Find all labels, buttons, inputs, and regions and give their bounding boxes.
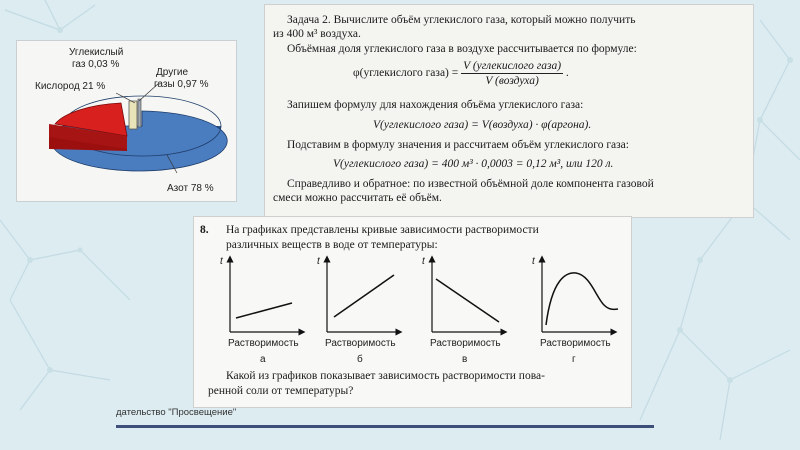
graph-v-axis-x: Растворимость	[430, 338, 501, 349]
formula1-numerator: V (углекислого газа)	[463, 60, 562, 72]
pie-slice-co2	[138, 99, 141, 127]
question-line-2: различных веществ в воде от температуры:	[226, 239, 438, 251]
formula-3: V(углекислого газа) = 400 м³ · 0,0003 = 0,12 м³, или 120 л.	[333, 158, 614, 170]
formula1-fraction	[461, 59, 563, 88]
graph-b-letter: б	[357, 354, 363, 365]
label-nitrogen: Азот 78 %	[167, 183, 214, 194]
graph-g	[542, 259, 618, 332]
question-line-1: На графиках представлены кривые зависимости растворимости	[226, 224, 539, 236]
graph-a-letter: а	[260, 354, 266, 365]
task-line-2: из 400 м³ воздуха.	[273, 28, 361, 40]
graph-a-axis-t: t	[220, 256, 223, 267]
graph-a-axis-x: Растворимость	[228, 338, 299, 349]
task-line-7: смеси можно рассчитать её объём.	[273, 192, 442, 204]
formula1-denominator: V (воздуха)	[485, 75, 539, 87]
graph-g-axis-x: Растворимость	[540, 338, 611, 349]
graph-g-axis-t: t	[532, 256, 535, 267]
question-line-3: Какой из графиков показывает зависимость растворимости пова-	[226, 370, 545, 382]
formula1-lhs: φ(углекислого газа) =	[353, 67, 459, 80]
graph-g-letter: г	[572, 354, 576, 365]
task-line-3: Объёмная доля углекислого газа в воздухе рассчитывается по формуле:	[287, 43, 637, 55]
graph-v	[432, 259, 504, 332]
formula-volume-fraction	[353, 59, 569, 88]
question-8-card	[193, 216, 632, 408]
formula-2: V(углекислого газа) = V(воздуха) · φ(аргона).	[373, 119, 592, 131]
question-number: 8.	[200, 224, 209, 236]
label-co2-line2: газ 0,03 %	[72, 59, 120, 70]
graph-v-axis-t: t	[422, 256, 425, 267]
task-line-6: Справедливо и обратное: по известной объёмной доле компонента газовой	[287, 178, 654, 190]
label-other-line2: газы 0,97 %	[154, 79, 209, 90]
task-line-5: Подставим в формулу значения и рассчитаем объём углекислого газа:	[287, 139, 629, 151]
label-oxygen: Кислород 21 %	[35, 81, 106, 92]
task-line-4: Запишем формулу для нахождения объёма углекислого газа:	[287, 99, 584, 111]
graph-b	[327, 259, 399, 332]
air-composition-pie	[17, 41, 236, 201]
graph-a	[230, 259, 302, 332]
air-composition-card	[16, 40, 237, 202]
footer-bar	[116, 425, 654, 428]
label-other-line1: Другие	[156, 67, 189, 78]
graph-b-axis-x: Растворимость	[325, 338, 396, 349]
formula1-tail: .	[565, 67, 569, 80]
pie-slice-other	[129, 101, 137, 129]
graph-v-letter: в	[462, 354, 468, 365]
label-co2-line1: Углекислый	[69, 47, 124, 58]
task-2-card	[264, 4, 754, 218]
task-line-1: Задача 2. Вычислите объём углекислого газа, который можно получить	[287, 14, 636, 26]
publisher-credit: дательство "Просвещение"	[116, 407, 237, 418]
graph-b-axis-t: t	[317, 256, 320, 267]
question-line-4: ренной соли от температуры?	[208, 385, 354, 397]
